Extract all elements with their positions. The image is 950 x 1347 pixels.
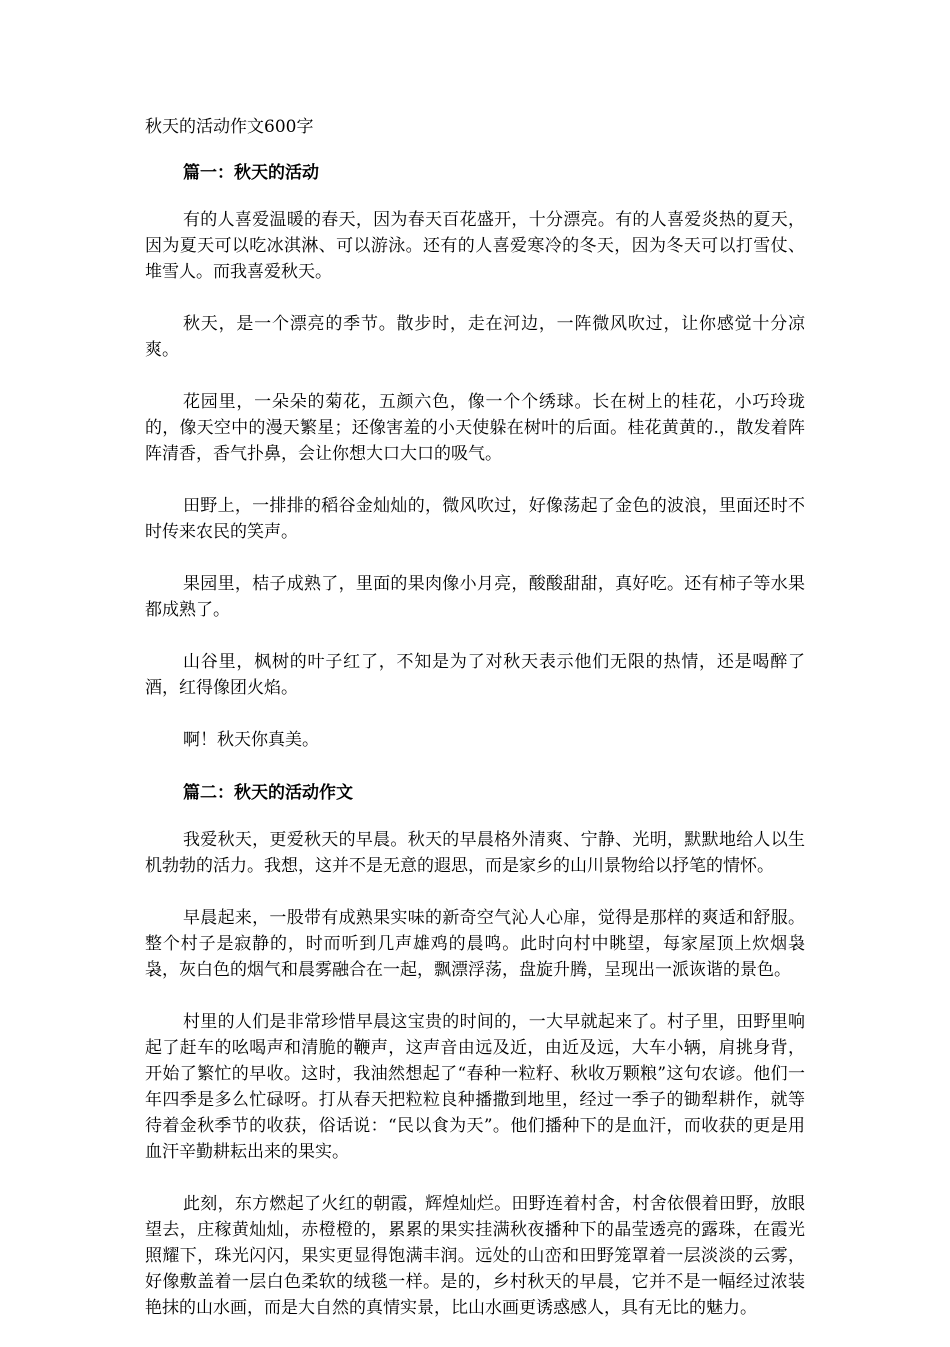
paragraph: 田野上，一排排的稻谷金灿灿的，微风吹过，好像荡起了金色的波浪，里面还时不时传来农民的笑声。 [145, 496, 805, 542]
section-heading: 篇二：秋天的活动作文 [183, 783, 353, 803]
paragraph: 山谷里，枫树的叶子红了，不知是为了对秋天表示他们无限的热情，还是喝醉了酒，红得像团火焰。 [145, 652, 805, 698]
paragraph: 我爱秋天，更爱秋天的早晨。秋天的早晨格外清爽、宁静、光明，默默地给人以生机勃勃的活力。我想，这并不是无意的遐思，而是家乡的山川景物给以抒笔的情怀。 [145, 830, 805, 876]
paragraph: 早晨起来，一股带有成熟果实味的新奇空气沁人心扉，觉得是那样的爽适和舒服。整个村子是寂静的，时而听到几声雄鸡的晨鸣。此时向村中眺望，每家屋顶上炊烟袅袅，灰白色的烟气和晨雾融合在一起，飘漂浮荡，盘旋升腾，呈现出一派诙谐的景色。 [145, 908, 805, 980]
section-one [145, 159, 805, 753]
paragraph: 花园里，一朵朵的菊花，五颜六色，像一个个绣球。长在树上的桂花，小巧玲珑的，像天空中的漫天繁星；还像害羞的小天使躲在树叶的后面。桂花黄黄的.，散发着阵阵清香，香气扑鼻，会让你想大口大口的吸气。 [145, 392, 805, 464]
paragraph: 啊！秋天你真美。 [183, 730, 319, 750]
document-page [145, 113, 805, 1347]
paragraph: 此刻，东方燃起了火红的朝霞，辉煌灿烂。田野连着村舍，村舍依偎着田野，放眼望去，庄稼黄灿灿，赤橙橙的，累累的果实挂满秋夜播种下的晶莹透亮的露珠，在霞光照耀下，珠光闪闪，果实更显得饱满丰润。远处的山峦和田野笼罩着一层淡淡的云雾，好像敷盖着一层白色柔软的绒毯一样。是的，乡村秋天的早晨，它并不是一幅经过浓装艳抹的山水画，而是大自然的真情实景，比山水画更诱惑感人，具有无比的魅力。 [145, 1194, 805, 1318]
section-heading: 篇一：秋天的活动 [183, 163, 319, 183]
section-two [145, 779, 805, 1321]
document-title: 秋天的活动作文600字 [145, 117, 314, 137]
paragraph: 秋天，是一个漂亮的季节。散步时，走在河边，一阵微风吹过，让你感觉十分凉爽。 [145, 314, 805, 360]
paragraph: 有的人喜爱温暖的春天，因为春天百花盛开，十分漂亮。有的人喜爱炎热的夏天，因为夏天可以吃冰淇淋、可以游泳。还有的人喜爱寒冷的冬天，因为冬天可以打雪仗、堆雪人。而我喜爱秋天。 [145, 210, 805, 282]
paragraph: 村里的人们是非常珍惜早晨这宝贵的时间的，一大早就起来了。村子里，田野里响起了赶车的吆喝声和清脆的鞭声，这声音由远及近，由近及远，大车小辆，肩挑身背，开始了繁忙的早收。这时，我油然想起了“春种一粒籽、秋收万颗粮”这句农谚。他们一年四季是多么忙碌呀。打从春天把粒粒良种播撒到地里，经过一季子的锄犁耕作，就等待着金秋季节的收获，俗话说：“民以食为天”。他们播种下的是血汗，而收获的更是用血汗辛勤耕耘出来的果实。 [145, 1012, 805, 1162]
paragraph: 果园里，桔子成熟了，里面的果肉像小月亮，酸酸甜甜，真好吃。还有柿子等水果都成熟了。 [145, 574, 805, 620]
